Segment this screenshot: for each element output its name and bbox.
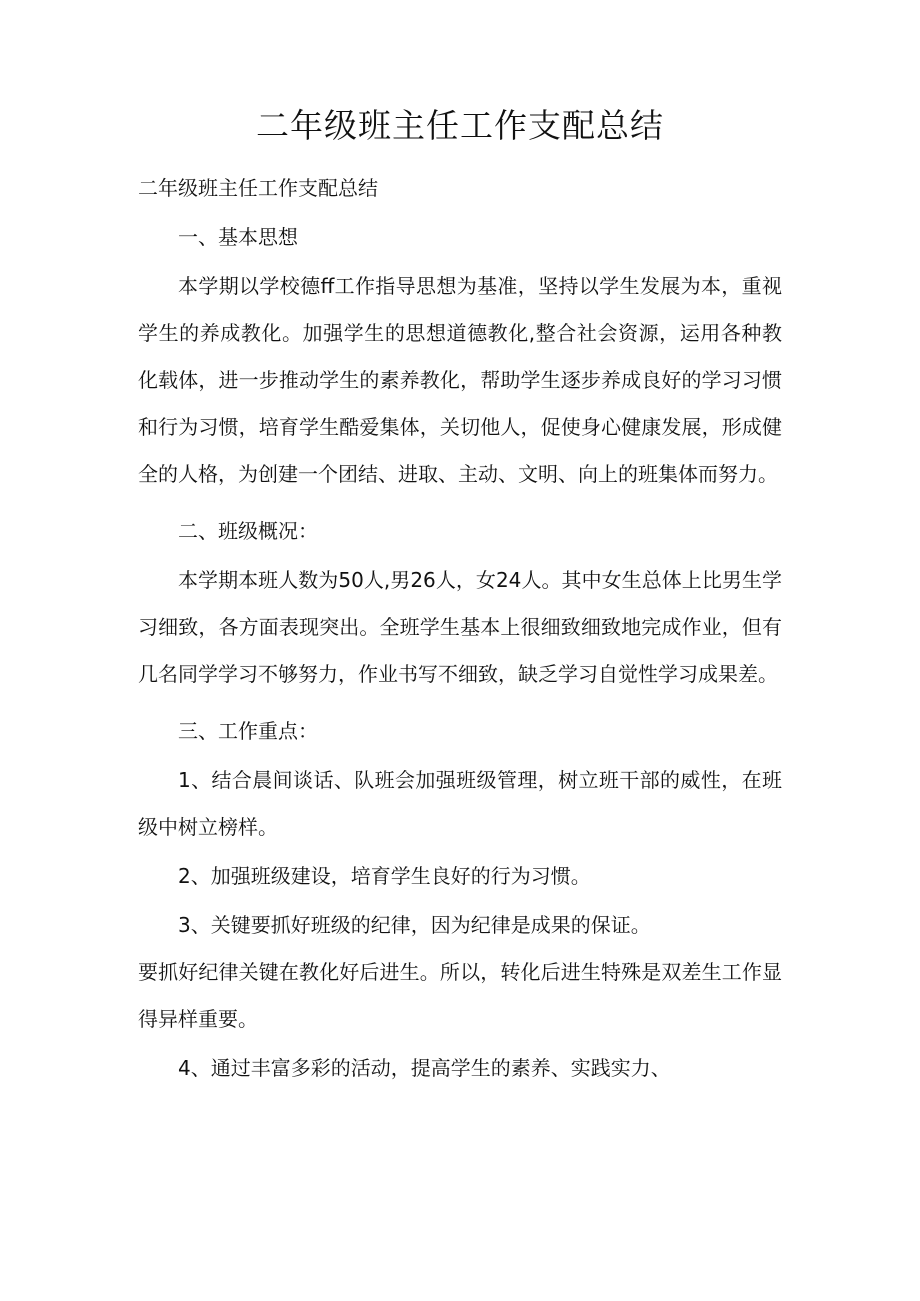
document-subtitle: 二年级班主任工作支配总结 [138,176,378,200]
document-title: 二年级班主任工作支配总结 [256,106,664,145]
section-heading-work-focus: 三、工作重点： [178,719,318,743]
paragraph-class-overview: 本学期本班人数为50人,男26人，女24人。其中女生总体上比男生学习细致，各方面表现突出。全班学生基本上很细致细致地完成作业，但有几名同学学习不够努力，作业书写不细致，缺乏学习自觉性学习成果差。 [138,568,782,686]
work-focus-item-4: 4、通过丰富多彩的活动，提高学生的素养、实践实力、 [178,1056,671,1080]
paragraph-basic-ideas: 本学期以学校德ff工作指导思想为基准，坚持以学生发展为本，重视学生的养成教化。加强学生的思想道德教化,整合社会资源，运用各种教化载体，进一步推动学生的素养教化，帮助学生逐步养成良好的学习习惯和行为习惯，培育学生酷爱集体，关切他人，促使身心健康发展，形成健全的人格，为创建一个团结、进取、主动、文明、向上的班集体而努力。 [138,274,782,486]
section-heading-basic-ideas: 一、基本思想 [178,225,298,249]
section-heading-class-overview: 二、班级概况： [178,519,318,543]
work-focus-item-1: 1、结合晨间谈话、队班会加强班级管理，树立班干部的威性，在班级中树立榜样。 [138,768,782,839]
work-focus-item-3-continuation: 要抓好纪律关键在教化好后进生。所以，转化后进生特殊是双差生工作显得异样重要。 [138,960,782,1031]
work-focus-item-3: 3、关键要抓好班级的纪律，因为纪律是成果的保证。 [178,913,651,937]
work-focus-item-2: 2、加强班级建设，培育学生良好的行为习惯。 [178,864,591,888]
